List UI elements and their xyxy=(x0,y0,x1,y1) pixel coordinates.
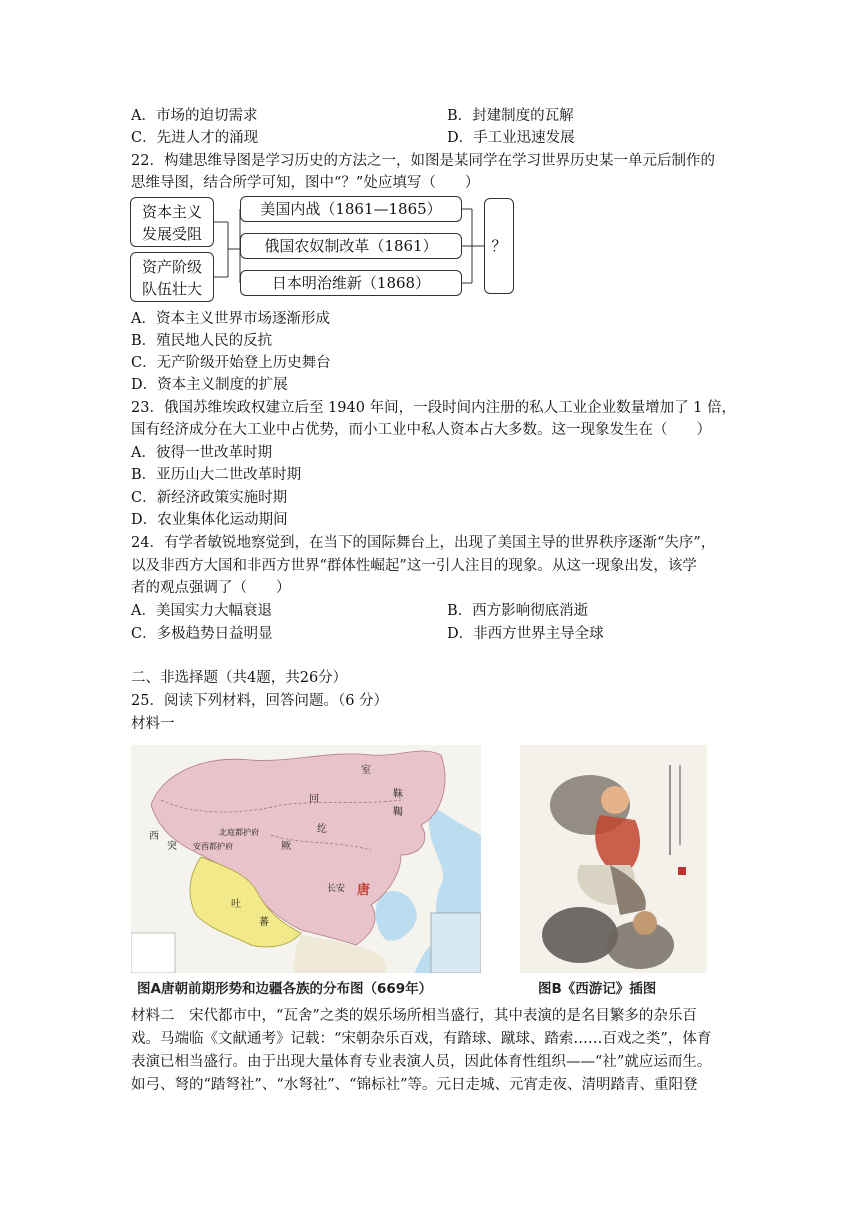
q24-stem-line1: 24．有学者敏锐地察觉到，在当下的国际舞台上，出现了美国主导的世界秩序逐渐“失序”， xyxy=(131,535,716,551)
q21-option-c: C．先进人才的涌现 xyxy=(131,130,259,146)
painting-graphic xyxy=(520,745,707,997)
q23-stem-line2: 国有经济成分在大工业中占优势，而小工业中私人资本占大多数。这一现象发生在（ ） xyxy=(131,422,711,438)
map-label: 突 xyxy=(167,841,177,852)
q21-option-d: D．手工业迅速发展 xyxy=(447,130,575,146)
q24-stem-line2: 以及非西方大国和非西方世界“群体性崛起”这一引人注目的现象。从这一现象出发，该学 xyxy=(131,558,697,574)
map-label: 纥 xyxy=(317,824,327,835)
painting-caption: 图B《西游记》插图 xyxy=(538,981,657,997)
q22-stem-line1: 22．构建思维导图是学习历史的方法之一，如图是某同学在学习世界历史某一单元后制作的 xyxy=(131,153,715,169)
q22-option-d: D．资本主义制度的扩展 xyxy=(131,377,288,393)
diagram-box-question xyxy=(484,198,514,294)
q22-option-c: C．无产阶级开始登上历史舞台 xyxy=(131,355,331,371)
q22-option-b: B．殖民地人民的反抗 xyxy=(131,333,273,349)
diagram-box-russia-reform xyxy=(240,233,462,259)
diagram-text: 资本主义 xyxy=(141,203,202,221)
journey-west-illustration xyxy=(520,745,707,997)
material2-line2: 戏。马端临《文献通考》记载：“宋朝杂乐百戏，有踏球、蹴球、踏索……百戏之类”，体育 xyxy=(131,1031,712,1047)
map-label: 唐 xyxy=(357,883,371,898)
q23-stem-line1: 23．俄国苏维埃政权建立后至 1940 年间，一段时间内注册的私人工业企业数量增加了 1 倍， xyxy=(131,400,737,416)
map-label: 鞨 xyxy=(393,807,403,818)
map-label: 安西都护府 xyxy=(193,842,233,851)
diagram-text: 队伍壮大 xyxy=(141,280,202,298)
diagram-text: 日本明治维新（1868） xyxy=(271,274,431,292)
diagram-text: 资产阶级 xyxy=(141,258,202,276)
q21-option-b: B．封建制度的瓦解 xyxy=(447,108,574,124)
map-label: 吐 xyxy=(231,899,241,910)
q24-option-c: C．多极趋势日益明显 xyxy=(131,626,273,642)
map-label: 回 xyxy=(309,794,319,805)
q23-option-a: A．彼得一世改革时期 xyxy=(131,445,272,461)
map-label: 厥 xyxy=(281,841,291,852)
map-label: 长安 xyxy=(327,884,346,894)
diagram-box-us-civil-war xyxy=(240,196,462,222)
tang-dynasty-map xyxy=(131,745,481,997)
diagram-text: 发展受阻 xyxy=(141,225,202,243)
map-label: 靺 xyxy=(393,789,403,800)
map-label: 蕃 xyxy=(259,917,269,928)
material2-line3: 表演已相当盛行。由于出现大量体育专业表演人员，因此体育性组织——“社”就应运而生。 xyxy=(131,1054,712,1070)
diagram-text: ？ xyxy=(491,237,507,255)
q22-option-a: A．资本主义世界市场逐渐形成 xyxy=(131,311,330,327)
material2-line1: 材料二 宋代都市中，“瓦舍”之类的娱乐场所相当盛行，其中表演的是名目繁多的杂乐百 xyxy=(131,1008,697,1024)
map-label: 西 xyxy=(149,831,159,842)
q24-option-a: A．美国实力大幅衰退 xyxy=(131,603,272,619)
diagram-box-meiji xyxy=(240,270,462,296)
map-label: 室 xyxy=(361,765,371,776)
diagram-text: 俄国农奴制改革（1861） xyxy=(264,237,438,255)
q21-option-a: A．市场的迫切需求 xyxy=(131,108,258,124)
q24-option-b: B．西方影响彻底消逝 xyxy=(447,603,589,619)
material2-line4: 如弓、弩的“踏弩社”、“水弩社”、“锦标社”等。元日走城、元宵走夜、清明踏青、重阳登 xyxy=(131,1077,698,1093)
q24-option-d: D．非西方世界主导全球 xyxy=(447,626,604,642)
q23-option-c: C．新经济政策实施时期 xyxy=(131,490,288,506)
q23-option-d: D．农业集体化运动期间 xyxy=(131,512,288,528)
q23-option-b: B．亚历山大二世改革时期 xyxy=(131,467,302,483)
map-label: 北庭都护府 xyxy=(219,828,259,837)
q24-stem-line3: 者的观点强调了（ ） xyxy=(131,580,291,596)
material1-label: 材料一 xyxy=(131,716,175,732)
map-graphic xyxy=(131,745,481,997)
map-caption: 图A唐朝前期形势和边疆各族的分布图（669年） xyxy=(137,981,433,997)
diagram-text: 美国内战（1861—1865） xyxy=(260,200,442,218)
section-heading: 二、非选择题（共4题，共26分） xyxy=(131,670,348,686)
q22-stem-line2: 思维导图，结合所学可知，图中“？”处应填写（ ） xyxy=(131,175,480,191)
q25-stem: 25．阅读下列材料，回答问题。（6 分） xyxy=(131,693,389,709)
